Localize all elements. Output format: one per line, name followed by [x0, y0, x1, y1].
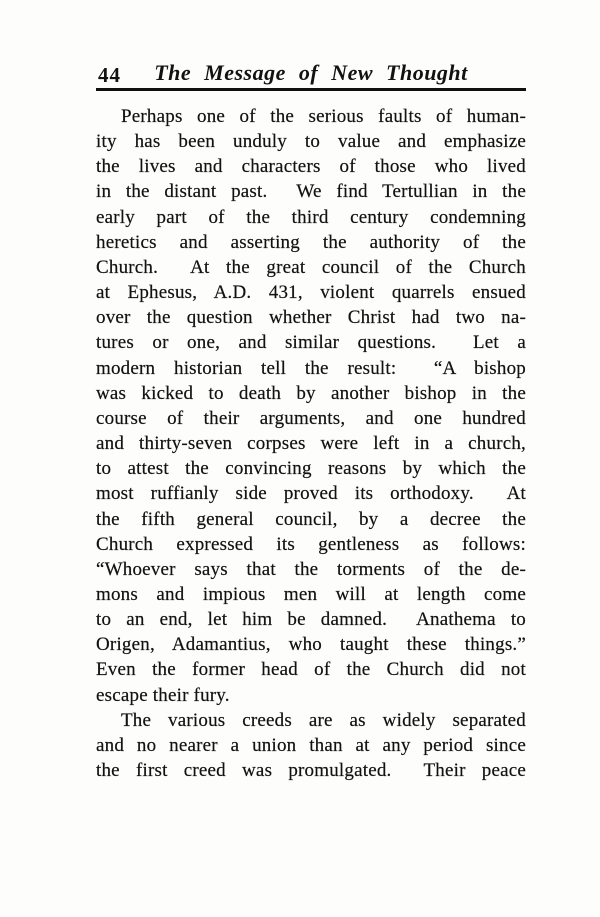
- text-line: escape their fury.: [96, 684, 230, 706]
- running-header: [96, 60, 526, 88]
- text-line: The various creeds are as widely separated: [121, 709, 526, 731]
- text-line: to an end, let him be damned. Anathema to: [96, 609, 526, 631]
- text-line: course of their arguments, and one hundred: [96, 407, 526, 429]
- text-line: Church. At the great council of the Church: [96, 256, 526, 278]
- text-line: and thirty-seven corpses were left in a church,: [96, 433, 526, 455]
- text-line: Origen, Adamantius, who taught these things.”: [96, 634, 526, 656]
- header-rule: [96, 88, 526, 91]
- header-title: The Message of New Thought: [154, 60, 468, 85]
- text-line: modern historian tell the result: “A bishop: [96, 357, 526, 379]
- text-line: the lives and characters of those who lived: [96, 156, 526, 178]
- text-line: Church expressed its gentleness as follows:: [96, 533, 526, 555]
- text-line: over the question whether Christ had two na-: [96, 307, 526, 329]
- text-line: in the distant past. We find Tertullian in the: [96, 181, 526, 203]
- text-line: the first creed was promulgated. Their peace: [96, 760, 526, 782]
- text-line: to attest the convincing reasons by which the: [96, 458, 526, 480]
- text-line: at Ephesus, A.D. 431, violent quarrels ensued: [96, 282, 526, 304]
- text-line: early part of the third century condemning: [96, 206, 526, 228]
- text-line: “Whoever says that the torments of the de-: [96, 558, 526, 580]
- page-number: 44: [98, 63, 121, 87]
- text-line: Even the former head of the Church did not: [96, 659, 526, 681]
- page-body: [96, 104, 526, 783]
- text-line: and no nearer a union than at any period since: [96, 734, 526, 756]
- text-line: heretics and asserting the authority of the: [96, 231, 526, 253]
- text-line: Perhaps one of the serious faults of human-: [121, 106, 526, 127]
- text-line: tures or one, and similar questions. Let a: [96, 332, 526, 354]
- text-line: ity has been unduly to value and emphasize: [96, 131, 526, 153]
- text-line: the fifth general council, by a decree the: [96, 508, 526, 530]
- text-line: mons and impious men will at length come: [96, 583, 526, 605]
- text-line: most ruffianly side proved its orthodoxy. At: [96, 483, 526, 505]
- text-line: was kicked to death by another bishop in the: [96, 382, 526, 404]
